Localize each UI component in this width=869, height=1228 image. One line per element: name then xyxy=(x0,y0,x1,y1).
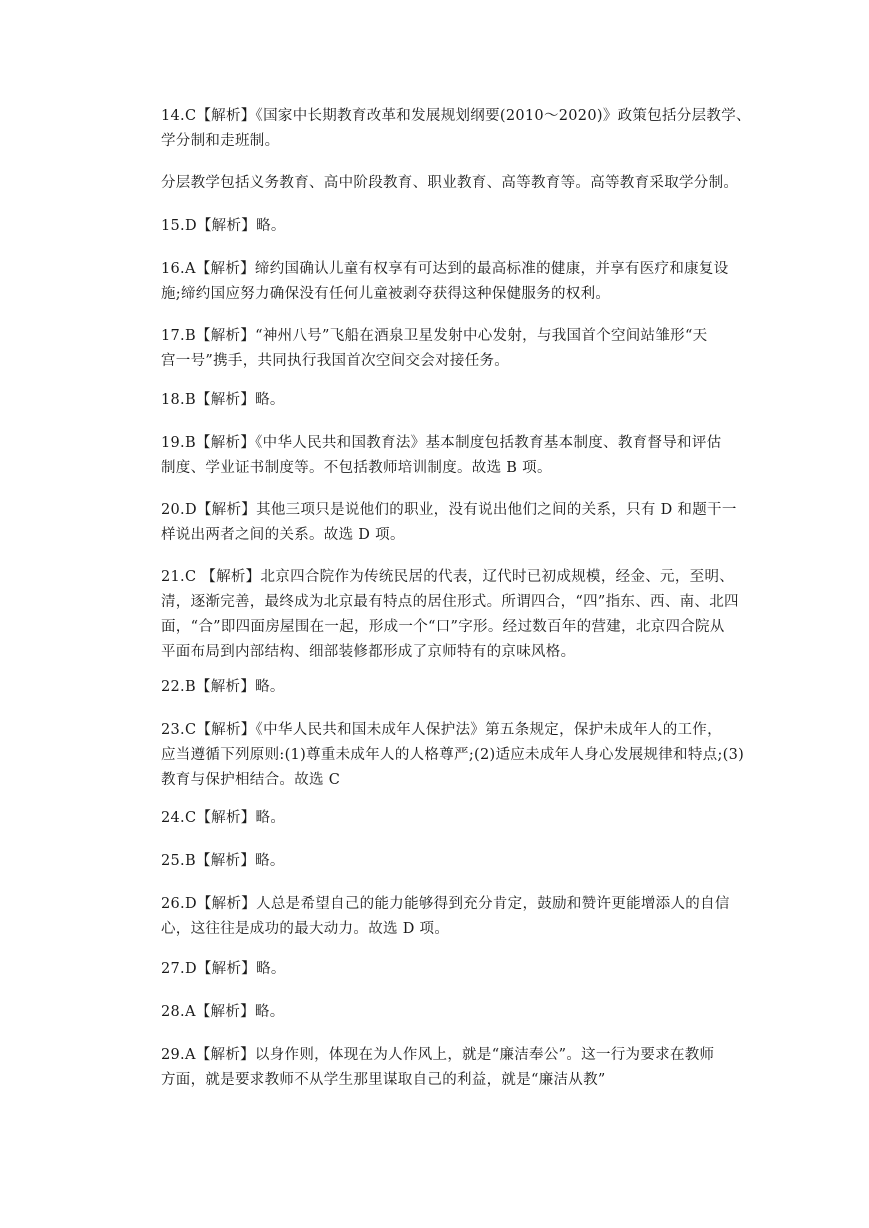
text-line: 教育与保护相结合。故选 C xyxy=(161,772,341,788)
text-line: 应当遵循下列原则:(1)尊重未成年人的人格尊严;(2)适应未成年人身心发展规律和特点;(3) xyxy=(161,747,745,763)
answer-14 xyxy=(161,104,751,154)
text-line: 26.D【解析】人总是希望自己的能力能够得到充分肯定，鼓励和赞许更能增添人的自信 xyxy=(161,896,730,912)
answer-16 xyxy=(161,257,741,307)
answer-15 xyxy=(161,214,741,239)
answer-27 xyxy=(161,957,741,982)
answer-28 xyxy=(161,1000,741,1025)
text-line: 方面，就是要求教师不从学生那里谋取自己的利益，就是“廉洁从教” xyxy=(161,1072,606,1088)
answer-24 xyxy=(161,806,741,831)
text-line: 28.A【解析】略。 xyxy=(161,1004,285,1020)
text-line: 19.B【解析】《中华人民共和国教育法》基本制度包括教育基本制度、教育督导和评估 xyxy=(161,435,722,451)
text-line: 24.C【解析】略。 xyxy=(161,810,286,826)
text-line: 27.D【解析】略。 xyxy=(161,961,286,977)
text-line: 21.C 【解析】北京四合院作为传统民居的代表，辽代时已初成规模，经金、元，至明、 xyxy=(161,569,735,585)
text-line: 18.B【解析】略。 xyxy=(161,392,285,408)
text-line: 23.C【解析】《中华人民共和国未成年人保护法》第五条规定，保护未成年人的工作， xyxy=(161,722,722,738)
answer-19 xyxy=(161,431,741,481)
text-line: 平面布局到内部结构、细部装修都形成了京师特有的京味风格。 xyxy=(161,644,576,660)
answer-20 xyxy=(161,498,741,548)
text-line: 分层教学包括义务教育、高中阶段教育、职业教育、高等教育等。高等教育采取学分制。 xyxy=(161,175,739,191)
text-line: 25.B【解析】略。 xyxy=(161,853,285,869)
answer-29 xyxy=(161,1043,741,1093)
answer-23 xyxy=(161,718,745,793)
text-line: 15.D【解析】略。 xyxy=(161,218,286,234)
text-line: 面，“合”即四面房屋围在一起，形成一个“口”字形。经过数百年的营建，北京四合院从 xyxy=(161,619,725,635)
text-line: 22.B【解析】略。 xyxy=(161,679,285,695)
text-line: 制度、学业证书制度等。不包括教师培训制度。故选 B 项。 xyxy=(161,460,552,476)
text-line: 17.B【解析】“神州八号”飞船在酒泉卫星发射中心发射，与我国首个空间站雏形“天 xyxy=(161,328,708,344)
text-line: 14.C【解析】《国家中长期教育改革和发展规划纲要(2010～2020)》政策包括分层教学、 xyxy=(161,108,751,124)
text-line: 清，逐渐完善，最终成为北京最有特点的居住形式。所谓四合，“四”指东、西、南、北四 xyxy=(161,594,739,610)
answer-17 xyxy=(161,324,741,374)
text-line: 16.A【解析】缔约国确认儿童有权享有可达到的最高标准的健康，并享有医疗和康复设 xyxy=(161,261,729,277)
text-line: 样说出两者之间的关系。故选 D 项。 xyxy=(161,527,405,543)
answer-14-continued xyxy=(161,171,741,196)
text-line: 20.D【解析】其他三项只是说他们的职业，没有说出他们之间的关系，只有 D 和题干一 xyxy=(161,502,737,518)
answer-18 xyxy=(161,388,741,413)
text-line: 心，这往往是成功的最大动力。故选 D 项。 xyxy=(161,921,450,937)
answer-21 xyxy=(161,565,741,665)
text-line: 宫一号”携手，共同执行我国首次空间交会对接任务。 xyxy=(161,353,510,369)
answer-26 xyxy=(161,892,741,942)
text-line: 29.A【解析】以身作则，体现在为人作风上，就是“廉洁奉公”。这一行为要求在教师 xyxy=(161,1047,715,1063)
text-line: 学分制和走班制。 xyxy=(161,133,280,149)
answer-22 xyxy=(161,675,741,700)
answer-25 xyxy=(161,849,741,874)
text-line: 施;缔约国应努力确保没有任何儿童被剥夺获得这种保健服务的权利。 xyxy=(161,286,611,302)
